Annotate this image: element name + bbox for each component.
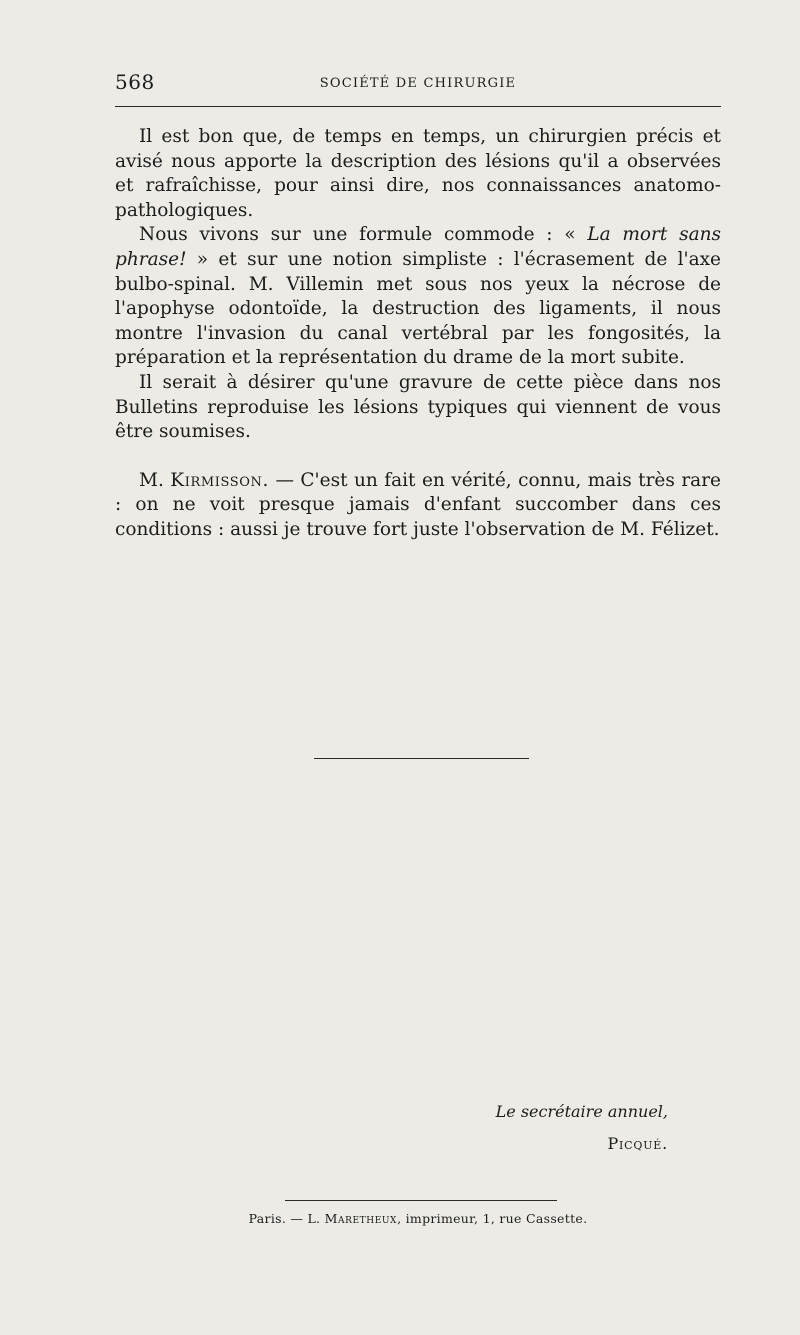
paragraph-4 [115, 469, 721, 543]
footer-place: Paris. — L. [248, 1211, 325, 1226]
signature-role: Le secrétaire annuel, [495, 1102, 668, 1121]
printer-footer [115, 1211, 721, 1226]
body-text [115, 125, 721, 543]
paragraph-1: Il est bon que, de temps en temps, un chirurgien précis et avisé nous apporte la description des lésions qu'il a observées et rafraîchisse, pour ainsi dire, nos connaissances anatomo-pathologiques. [115, 126, 721, 221]
header-rule [115, 106, 721, 107]
speaker-prefix: M. [139, 469, 164, 491]
page-header [115, 70, 721, 98]
quoted-phrase: La mort sans phrase! [115, 224, 722, 270]
running-title: SOCIÉTÉ DE CHIRURGIE [319, 76, 517, 91]
footer-printer: Maretheux [324, 1211, 398, 1226]
signature-name: Picqué. [607, 1134, 668, 1153]
paragraph-4-text: — C'est un fait en vérité, connu, mais très rare : on ne voit presque jamais d'enfant succomber dans ces conditions : aussi je trouve fort juste l'observation de M. Félizet. [115, 469, 721, 540]
footer-rule [285, 1200, 557, 1201]
paragraph-3: Il serait à désirer qu'une gravure de cette pièce dans nos Bulletins reproduise les lésions typiques qui viennent de vous être soumises. [115, 371, 721, 443]
paragraph-2-rest: » et sur une notion simpliste : l'écrasement de l'axe bulbo-spinal. M. Villemin met sous nos yeux la nécrose de l'apophyse odontoïde, la destruction des ligaments, il nous montre l'invasion du canal vertébral par les fongosités, la préparation et la représentation du drame de la mort subite. [115, 248, 721, 369]
speaker-name: Kirmisson. [170, 469, 269, 491]
paragraph-2 [115, 223, 721, 371]
footer-address: , imprimeur, 1, rue Cassette. [397, 1211, 588, 1226]
section-divider [314, 758, 529, 759]
paragraph-2-start: Nous vivons sur une formule commode : « [139, 224, 588, 246]
signature-block [496, 1096, 668, 1160]
page-number: 568 [115, 70, 155, 94]
